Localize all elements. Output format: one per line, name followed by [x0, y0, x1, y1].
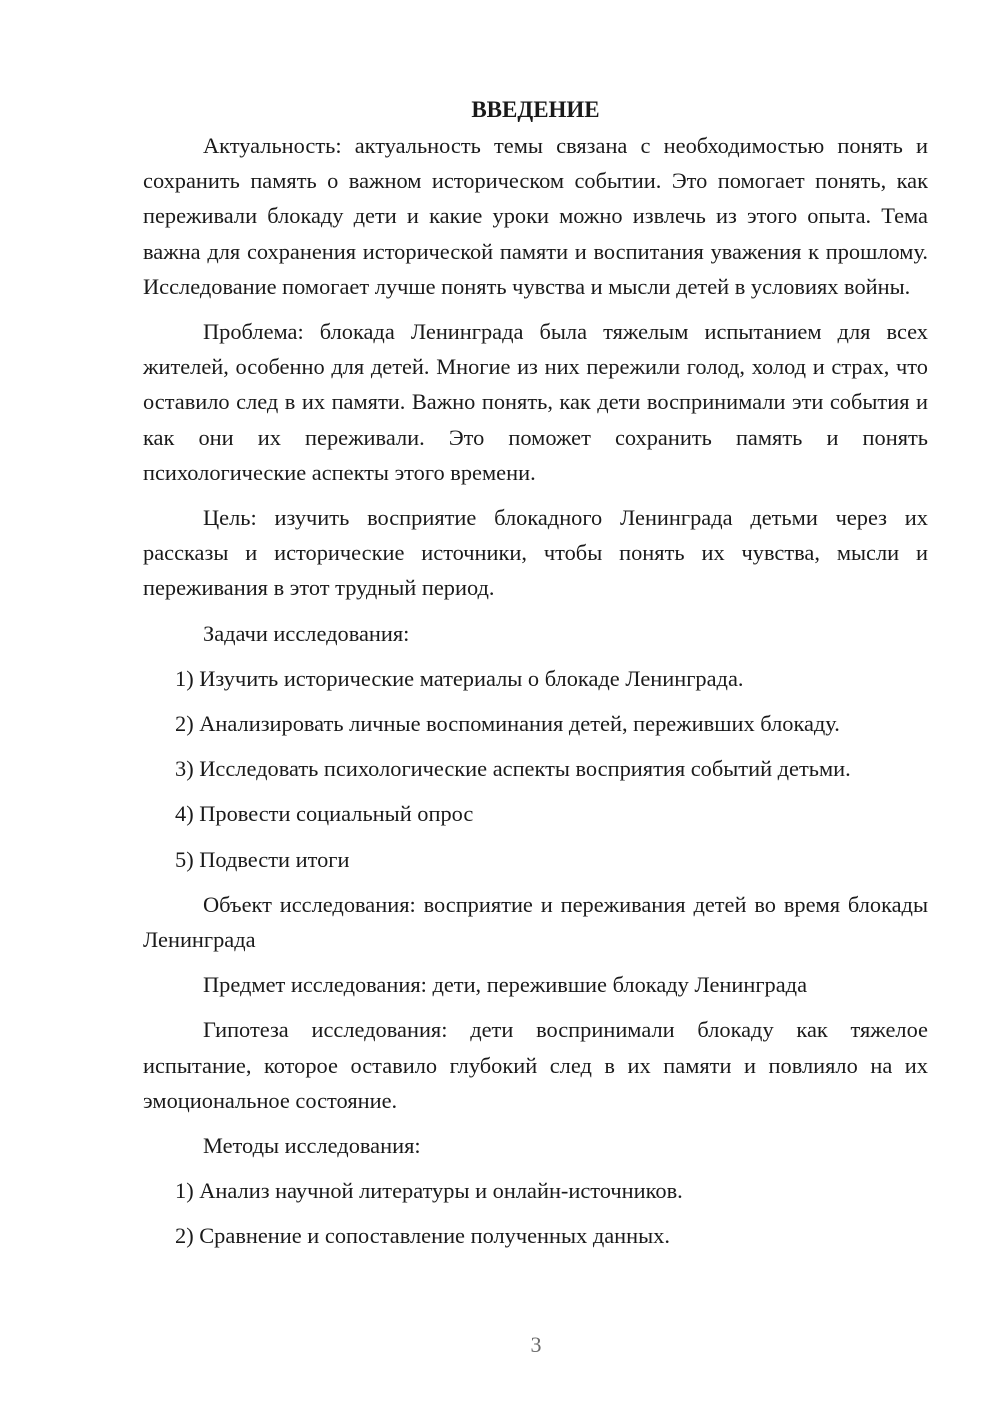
task-item: 2) Анализировать личные воспоминания детей, переживших блокаду. — [175, 711, 840, 737]
tasks-heading: Задачи исследования: — [203, 620, 410, 646]
task-item: 3) Исследовать психологические аспекты восприятия событий детьми. — [175, 756, 851, 782]
page-number: 3 — [530, 1332, 542, 1357]
object-paragraph: Объект исследования: восприятие и переживания детей во время блокады Ленинграда — [143, 891, 928, 953]
method-item: 1) Анализ научной литературы и онлайн-источников. — [175, 1178, 683, 1204]
document-page — [143, 92, 928, 1254]
hypothesis-paragraph: Гипотеза исследования: дети воспринимали блокаду как тяжелое испытание, которое оставило глубокий след в их памяти и повлияло на их эмоциональное состояние. — [143, 1017, 928, 1113]
problem-paragraph: Проблема: блокада Ленинграда была тяжелым испытанием для всех жителей, особенно для детей. Многие из них пережили голод, холод и страх, что оставило след в их памяти. Важно понять, как дети воспринимали эти события и как они их переживали. Это поможет сохранить память и понять психологические аспекты этого времени. — [143, 319, 928, 485]
method-item: 2) Сравнение и сопоставление полученных данных. — [175, 1223, 670, 1249]
task-item: 4) Провести социальный опрос — [175, 801, 474, 827]
relevance-paragraph: Актуальность: актуальность темы связана с необходимостью понять и сохранить память о важном историческом событии. Это помогает понять, как переживали блокаду дети и какие уроки можно извлечь из этого опыта. Тема важна для сохранения исторической памяти и воспитания уважения к прошлому. Исследование помогает лучше понять чувства и мысли детей в условиях войны. — [143, 133, 928, 299]
page-title: ВВЕДЕНИЕ — [471, 97, 600, 122]
tasks-list — [143, 661, 928, 877]
task-item: 1) Изучить исторические материалы о блокаде Ленинграда. — [175, 665, 744, 691]
methods-list — [143, 1173, 928, 1253]
goal-paragraph: Цель: изучить восприятие блокадного Ленинграда детьми через их рассказы и исторические источники, чтобы понять их чувства, мысли и переживания в этот трудный период. — [143, 505, 928, 601]
task-item: 5) Подвести итоги — [175, 846, 350, 872]
methods-heading: Методы исследования: — [203, 1133, 421, 1159]
subject-paragraph: Предмет исследования: дети, пережившие блокаду Ленинграда — [203, 972, 808, 998]
